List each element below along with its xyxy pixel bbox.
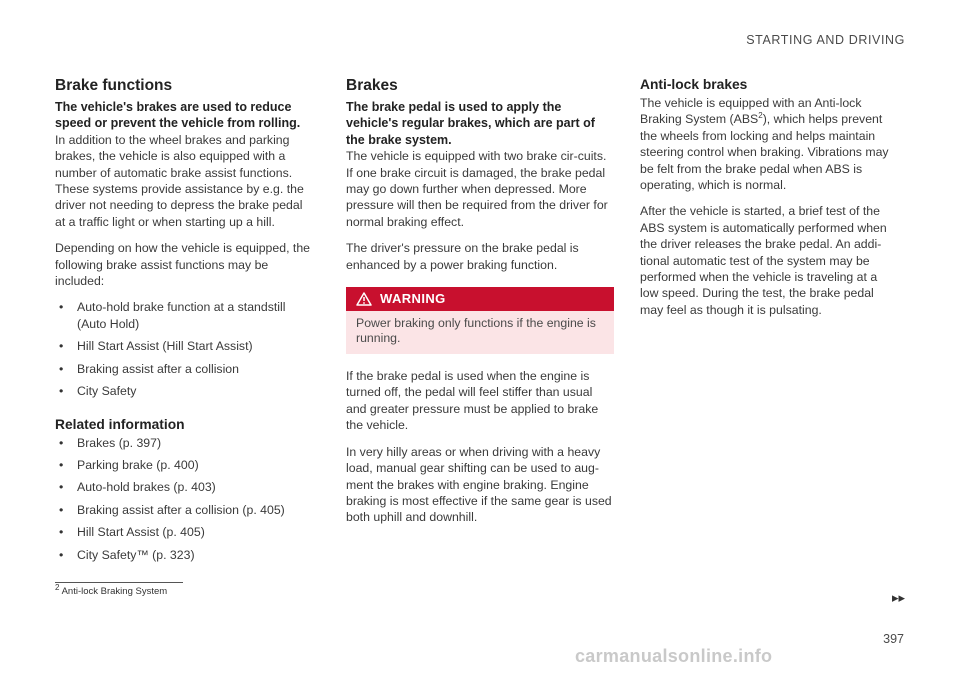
footnote-ref[interactable]: 2 bbox=[758, 111, 763, 121]
warning-text: Power braking only functions if the engine is running. bbox=[356, 316, 596, 346]
lead-text: The vehicle's brakes are used to reduce speed or prevent the vehicle from rolling. bbox=[55, 100, 301, 131]
related-link[interactable]: • Hill Start Assist (p. 405) bbox=[55, 524, 313, 540]
related-link[interactable]: • Braking assist after a collision (p. 405) bbox=[55, 502, 313, 518]
column-brakes bbox=[346, 76, 614, 536]
footnote-divider bbox=[55, 582, 183, 583]
watermark: carmanualsonline.info bbox=[575, 646, 773, 666]
assist-list bbox=[55, 299, 313, 399]
list-item: • Braking assist after a collision bbox=[55, 361, 313, 377]
list-item: • Hill Start Assist (Hill Start Assist) bbox=[55, 338, 313, 354]
section-header: STARTING AND DRIVING bbox=[746, 33, 905, 47]
related-link[interactable]: • City Safety™ (p. 323) bbox=[55, 547, 313, 563]
next-page-arrow-icon[interactable]: ▸▸ bbox=[891, 590, 905, 605]
heading-anti-lock-brakes: Anti-lock brakes bbox=[640, 77, 748, 92]
paragraph: If the brake pedal is used when the engine is turned off, the pedal will feel stiffer than usual and greater pressure must be applied to brake the vehicle. bbox=[346, 369, 599, 433]
paragraph: In very hilly areas or when driving with a heavy load, manual gear shifting can be used to aug-ment the brakes with engine braking. Engine braking is most effective if the same gear is used both uphill and downhill. bbox=[346, 444, 612, 525]
warning-header bbox=[346, 287, 614, 311]
paragraph: After the vehicle is started, a brief test of the ABS system is automatically performed when the driver releases the brake pedal. An addi-tional automatic test of the system may be performed when the vehicle is traveling at a low speed. During the test, the brake pedal may feel as though it is pulsating. bbox=[640, 204, 887, 317]
paragraph: In addition to the wheel brakes and parking brakes, the vehicle is also equipped with a number of automatic brake assist functions. These systems provide assistance by e.g. the driver not needing to depress the brake pedal at a traffic light or when starting up a hill. bbox=[55, 132, 304, 229]
warning-triangle-icon bbox=[356, 292, 372, 306]
paragraph: The driver's pressure on the brake pedal is enhanced by a power braking function. bbox=[346, 241, 579, 272]
column-brake-functions bbox=[55, 76, 313, 569]
paragraph: The vehicle is equipped with an Anti-lock Braking System (ABS$^2$), which helps prevent the wheels from locking and helps maintain steering control when braking. Vibrations may be felt from the brake pedal when ABS is operating, which is normal. bbox=[640, 96, 889, 193]
paragraph: The vehicle is equipped with two brake cir-cuits. If one brake circuit is damaged, the brake pedal may go down further when depressed. More pressure will then be required from the driver for normal braking effect. bbox=[346, 149, 608, 229]
page-number: 397 bbox=[883, 632, 904, 646]
related-link[interactable]: • Parking brake (p. 400) bbox=[55, 457, 313, 473]
footnote: $^2$ Anti-lock Braking System bbox=[55, 582, 168, 597]
warning-label: WARNING bbox=[380, 290, 446, 306]
heading-brakes: Brakes bbox=[346, 77, 398, 94]
warning-box bbox=[346, 287, 614, 354]
lead-text: The brake pedal is used to apply the vehicle's regular brakes, which are part of the brake system. bbox=[346, 100, 595, 147]
related-list bbox=[55, 435, 313, 563]
related-link[interactable]: • Brakes (p. 397) bbox=[55, 435, 313, 451]
heading-related-information: Related information bbox=[55, 416, 185, 432]
list-item: • Auto-hold brake function at a standstill (Auto Hold) bbox=[55, 299, 313, 332]
paragraph: Depending on how the vehicle is equipped, the following brake assist functions may be included: bbox=[55, 241, 311, 289]
heading-brake-functions: Brake functions bbox=[55, 77, 173, 94]
column-anti-lock-brakes bbox=[640, 76, 898, 328]
list-item: • City Safety bbox=[55, 383, 313, 399]
related-link[interactable]: • Auto-hold brakes (p. 403) bbox=[55, 479, 313, 495]
